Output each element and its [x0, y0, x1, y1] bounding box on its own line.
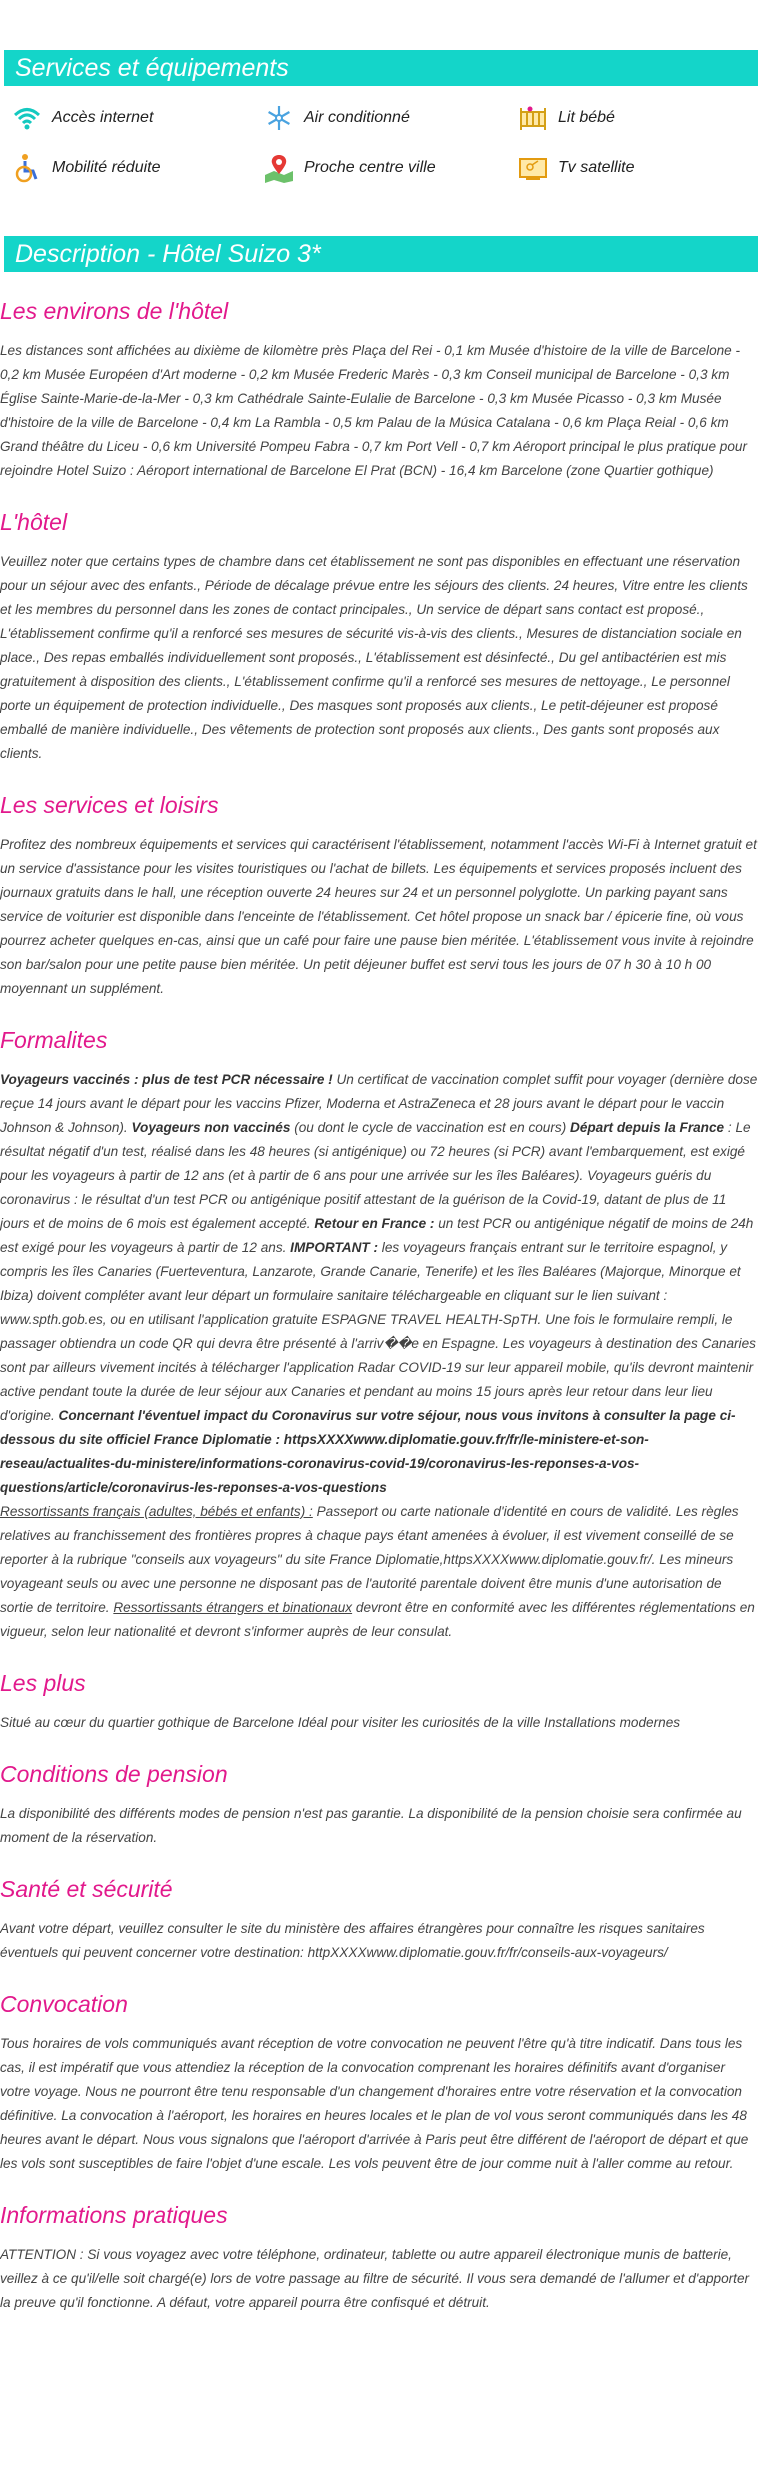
tv-icon	[518, 153, 548, 183]
section-text: Tous horaires de vols communiqués avant réception de votre convocation ne peuvent l'être qu'à titre indicatif. Dans tous les cas, il est impératif que vous attendiez la réception de la convocation comprenant les horaires définitifs avant d'organiser votre voyage. Nous ne pourront être tenu responsable d'un changement d'horaires entre votre réservation et la convocation définitive. La convocation à l'aéroport, les horaires en heures locales et le plan de vol vous seront communiqués dans les 48 heures avant le départ. Nous vous signalons que l'aéroport d'arrivée à Paris peut être différent de l'aéroport de départ et que les vols sont susceptibles de faire l'objet d'une escale. Les vols peuvent être de jour comme nuit à l'aller comme au retour.	[0, 2036, 749, 2171]
service-label: Tv satellite	[558, 159, 635, 176]
body-text: devront être en conformité avec les différentes réglementations en vigueur, selon leur nationalité et devront s'informer auprès de leur consulat.	[0, 1600, 755, 1639]
services-header: Services et équipements	[4, 50, 758, 86]
section-title: Santé et sécurité	[0, 1876, 173, 1902]
crib-icon	[518, 103, 548, 133]
body-text: les voyageurs français entrant sur le territoire espagnol, y compris les îles Canaries (Fuerteventura, Lanzarote, Grande Canarie, Tenerife) et les îles Baléares (Majorque, Minorque et Ibiza) doivent compléter avant leur départ un formulaire sanitaire téléchargeable en cliquant sur le lien suivant : www.spth.gob.es, ou en utilisant l'application gratuite ESPAGNE TRAVEL HEALTH-SpTH. Une fois le formulaire rempli, le passager obtiendra un code QR qui devra être présenté à l'arriv��e en Espagne. Les voyageurs à destination des Canaries sont par ailleurs vivement incités à télécharger l'application Radar COVID-19 sur leur appareil mobile, qu'ils devront maintenir active pendant toute la durée de leur séjour aux Canaries et pendant au moins 15 jours après leur retour dans leur lieu d'origine.	[0, 1240, 756, 1423]
service-label: Proche centre ville	[304, 159, 436, 176]
section-title: L'hôtel	[0, 509, 68, 535]
section-formalites	[0, 1026, 758, 1644]
section-loisirs	[0, 791, 758, 1001]
section-plus	[0, 1669, 758, 1735]
section-title: Les environs de l'hôtel	[0, 298, 229, 324]
section-convocation	[0, 1990, 758, 2176]
section-text: Situé au cœur du quartier gothique de Barcelone Idéal pour visiter les curiosités de la ville Installations modernes	[0, 1715, 681, 1730]
section-title: Les plus	[0, 1670, 86, 1696]
service-item	[12, 150, 264, 186]
body-text: Passeport ou carte nationale d'identité en cours de validité. Les règles relatives au franchissement des frontières propres à chaque pays étant amenées à évoluer, il est vivement conseillé de se reporter à la rubrique "conseils aux voyageurs" du site France Diplomatie,httpsXXXXwww.diplomatie.gouv.fr/. Les mineurs voyageant seuls ou avec une personne ne disposant pas de l'autorité parentale doivent être munis d'une autorisation de sortie de territoire.	[0, 1504, 739, 1615]
page	[0, 50, 758, 2315]
service-item	[264, 150, 518, 186]
bold-text: Voyageurs non vaccinés	[131, 1120, 291, 1135]
service-label: Air conditionné	[304, 109, 410, 126]
service-item	[518, 150, 758, 186]
snowflake-icon	[264, 103, 294, 133]
wheelchair-icon	[12, 153, 42, 183]
section-title: Informations pratiques	[0, 2202, 228, 2228]
section-text: Profitez des nombreux équipements et services qui caractérisent l'établissement, notamment l'accès Wi-Fi à Internet gratuit et un service d'assistance pour les visites touristiques ou l'achat de billets. Les équipements et services proposés incluent des journaux gratuits dans le hall, une réception ouverte 24 heures sur 24 et un personnel polyglotte. Un parking payant sans service de voiturier est disponible dans l'enceinte de l'établissement. Cet hôtel propose un snack bar / épicerie fine, où vous pourrez acheter quelques en-cas, ainsi que un café pour faire une pause bien méritée. L'établissement vous invite à rejoindre son bar/salon pour une petite pause bien méritée. Un petit déjeuner buffet est servi tous les jours de 07 h 30 à 10 h 00 moyennant un supplément.	[0, 837, 757, 996]
section-title: Convocation	[0, 1991, 128, 2017]
bold-text: Départ depuis la France	[570, 1120, 725, 1135]
service-label: Mobilité réduite	[52, 159, 161, 176]
bold-text: Concernant l'éventuel impact du Coronavirus sur votre séjour, nous vous invitons à consulter la page ci-dessous du site officiel France Diplomatie : httpsXXXXwww.diplomatie.gouv.fr/fr/le-ministere-et-son-reseau/actualites-du-ministere/informations-coronavirus-covid-19/coronavirus-les-reponses-a-vos-questions/article/coronavirus-les-reponses-a-vos-questions	[0, 1408, 736, 1495]
bold-text: IMPORTANT :	[290, 1240, 379, 1255]
section-pension	[0, 1760, 758, 1850]
section-pratiques	[0, 2201, 758, 2315]
section-text	[0, 1068, 758, 1644]
map-pin-icon	[264, 153, 294, 183]
bold-text: Retour en France :	[314, 1216, 435, 1231]
section-text: Avant votre départ, veuillez consulter le site du ministère des affaires étrangères pour connaître les risques sanitaires éventuels qui peuvent concerner votre destination: httpXXXXwww.diplomatie.gouv.fr/fr/conseils-aux-voyageurs/	[0, 1921, 705, 1960]
section-text: Les distances sont affichées au dixième de kilomètre près Plaça del Rei - 0,1 km Musée d'histoire de la ville de Barcelone - 0,2 km Musée Européen d'Art moderne - 0,2 km Musée Frederic Marès - 0,3 km Conseil municipal de Barcelone - 0,3 km Église Sainte-Marie-de-la-Mer - 0,3 km Cathédrale Sainte-Eulalie de Barcelone - 0,3 km Musée Picasso - 0,3 km Musée d'histoire de la ville de Barcelone - 0,4 km La Rambla - 0,5 km Palau de la Música Catalana - 0,6 km Plaça Reial - 0,6 km Grand théâtre du Liceu - 0,6 km Université Pompeu Fabra - 0,7 km Port Vell - 0,7 km Aéroport principal le plus pratique pour rejoindre Hotel Suizo : Aéroport international de Barcelone El Prat (BCN) - 16,4 km Barcelone (zone Quartier gothique)	[0, 343, 747, 478]
body-text: Un certificat de vaccination complet suffit pour voyager (dernière dose reçue 14 jours avant le départ pour les vaccins Pfizer, Moderna et AstraZeneca et 28 jours avant le départ pour le vaccin Johnson & Johnson).	[0, 1072, 758, 1135]
section-title: Les services et loisirs	[0, 792, 219, 818]
section-title: Conditions de pension	[0, 1761, 228, 1787]
service-label: Lit bébé	[558, 109, 615, 126]
section-environs	[0, 297, 758, 483]
section-sante	[0, 1875, 758, 1965]
services-grid	[12, 100, 758, 186]
section-title: Formalites	[0, 1027, 108, 1053]
section-text: Veuillez noter que certains types de chambre dans cet établissement ne sont pas disponibles en effectuant une réservation pour un séjour avec des enfants., Période de décalage prévue entre les séjours des clients. 24 heures, Vitre entre les clients et les membres du personnel dans les zones de contact principales., Un service de départ sans contact est proposé., L'établissement confirme qu'il a renforcé ses mesures de sécurité vis-à-vis des clients., Mesures de distanciation sociale en place., Des repas emballés individuellement sont proposés., L'établissement est désinfecté., Du gel antibactérien est mis gratuitement à disposition des clients., L'établissement confirme qu'il a renforcé ses mesures de nettoyage., Le personnel porte un équipement de protection individuelle., Des masques sont proposés aux clients., Le petit-déjeuner est proposé emballé de manière individuelle., Des vêtements de protection sont proposés aux clients., Des gants sont proposés aux clients.	[0, 554, 748, 761]
body-text: (ou dont le cycle de vaccination est en cours)	[290, 1120, 570, 1135]
section-text: La disponibilité des différents modes de pension n'est pas garantie. La disponibilité de la pension choisie sera confirmée au moment de la réservation.	[0, 1806, 742, 1845]
service-item	[264, 100, 518, 136]
description-header: Description - Hôtel Suizo 3*	[4, 236, 758, 272]
service-label: Accès internet	[52, 109, 154, 126]
underlined-text: Ressortissants étrangers et binationaux	[113, 1600, 353, 1615]
body-text: : Le résultat négatif d'un test, réalisé dans les 48 heures (si antigénique) ou 72 heures (si PCR) avant l'embarquement, est exigé pour les voyageurs à partir de 12 ans (et à partir de 6 ans pour une arrivée sur les îles Baléares). Voyageurs guéris du coronavirus : le résultat d'un test PCR ou antigénique positif attestant de la guérison de la Covid-19, datant de plus de 11 jours et de moins de 6 mois est également accepté.	[0, 1120, 751, 1231]
section-text: ATTENTION : Si vous voyagez avec votre téléphone, ordinateur, tablette ou autre appareil électronique munis de batterie, veillez à ce qu'il/elle soit chargé(e) lors de votre passage au filtre de sécurité. Il vous sera demandé de l'allumer et d'apporter la preuve qu'il fonctionne. A défaut, votre appareil pourra être confisqué et détruit.	[0, 2247, 750, 2310]
bold-text: Voyageurs vaccinés : plus de test PCR nécessaire !	[0, 1072, 333, 1087]
service-item	[518, 100, 758, 136]
body-text: un test PCR ou antigénique négatif de moins de 24h est exigé pour les voyageurs à partir de 12 ans.	[0, 1216, 754, 1255]
underlined-text: Ressortissants français (adultes, bébés et enfants) :	[0, 1504, 313, 1519]
service-item	[12, 100, 264, 136]
section-hotel	[0, 508, 758, 766]
wifi-icon	[12, 103, 42, 133]
